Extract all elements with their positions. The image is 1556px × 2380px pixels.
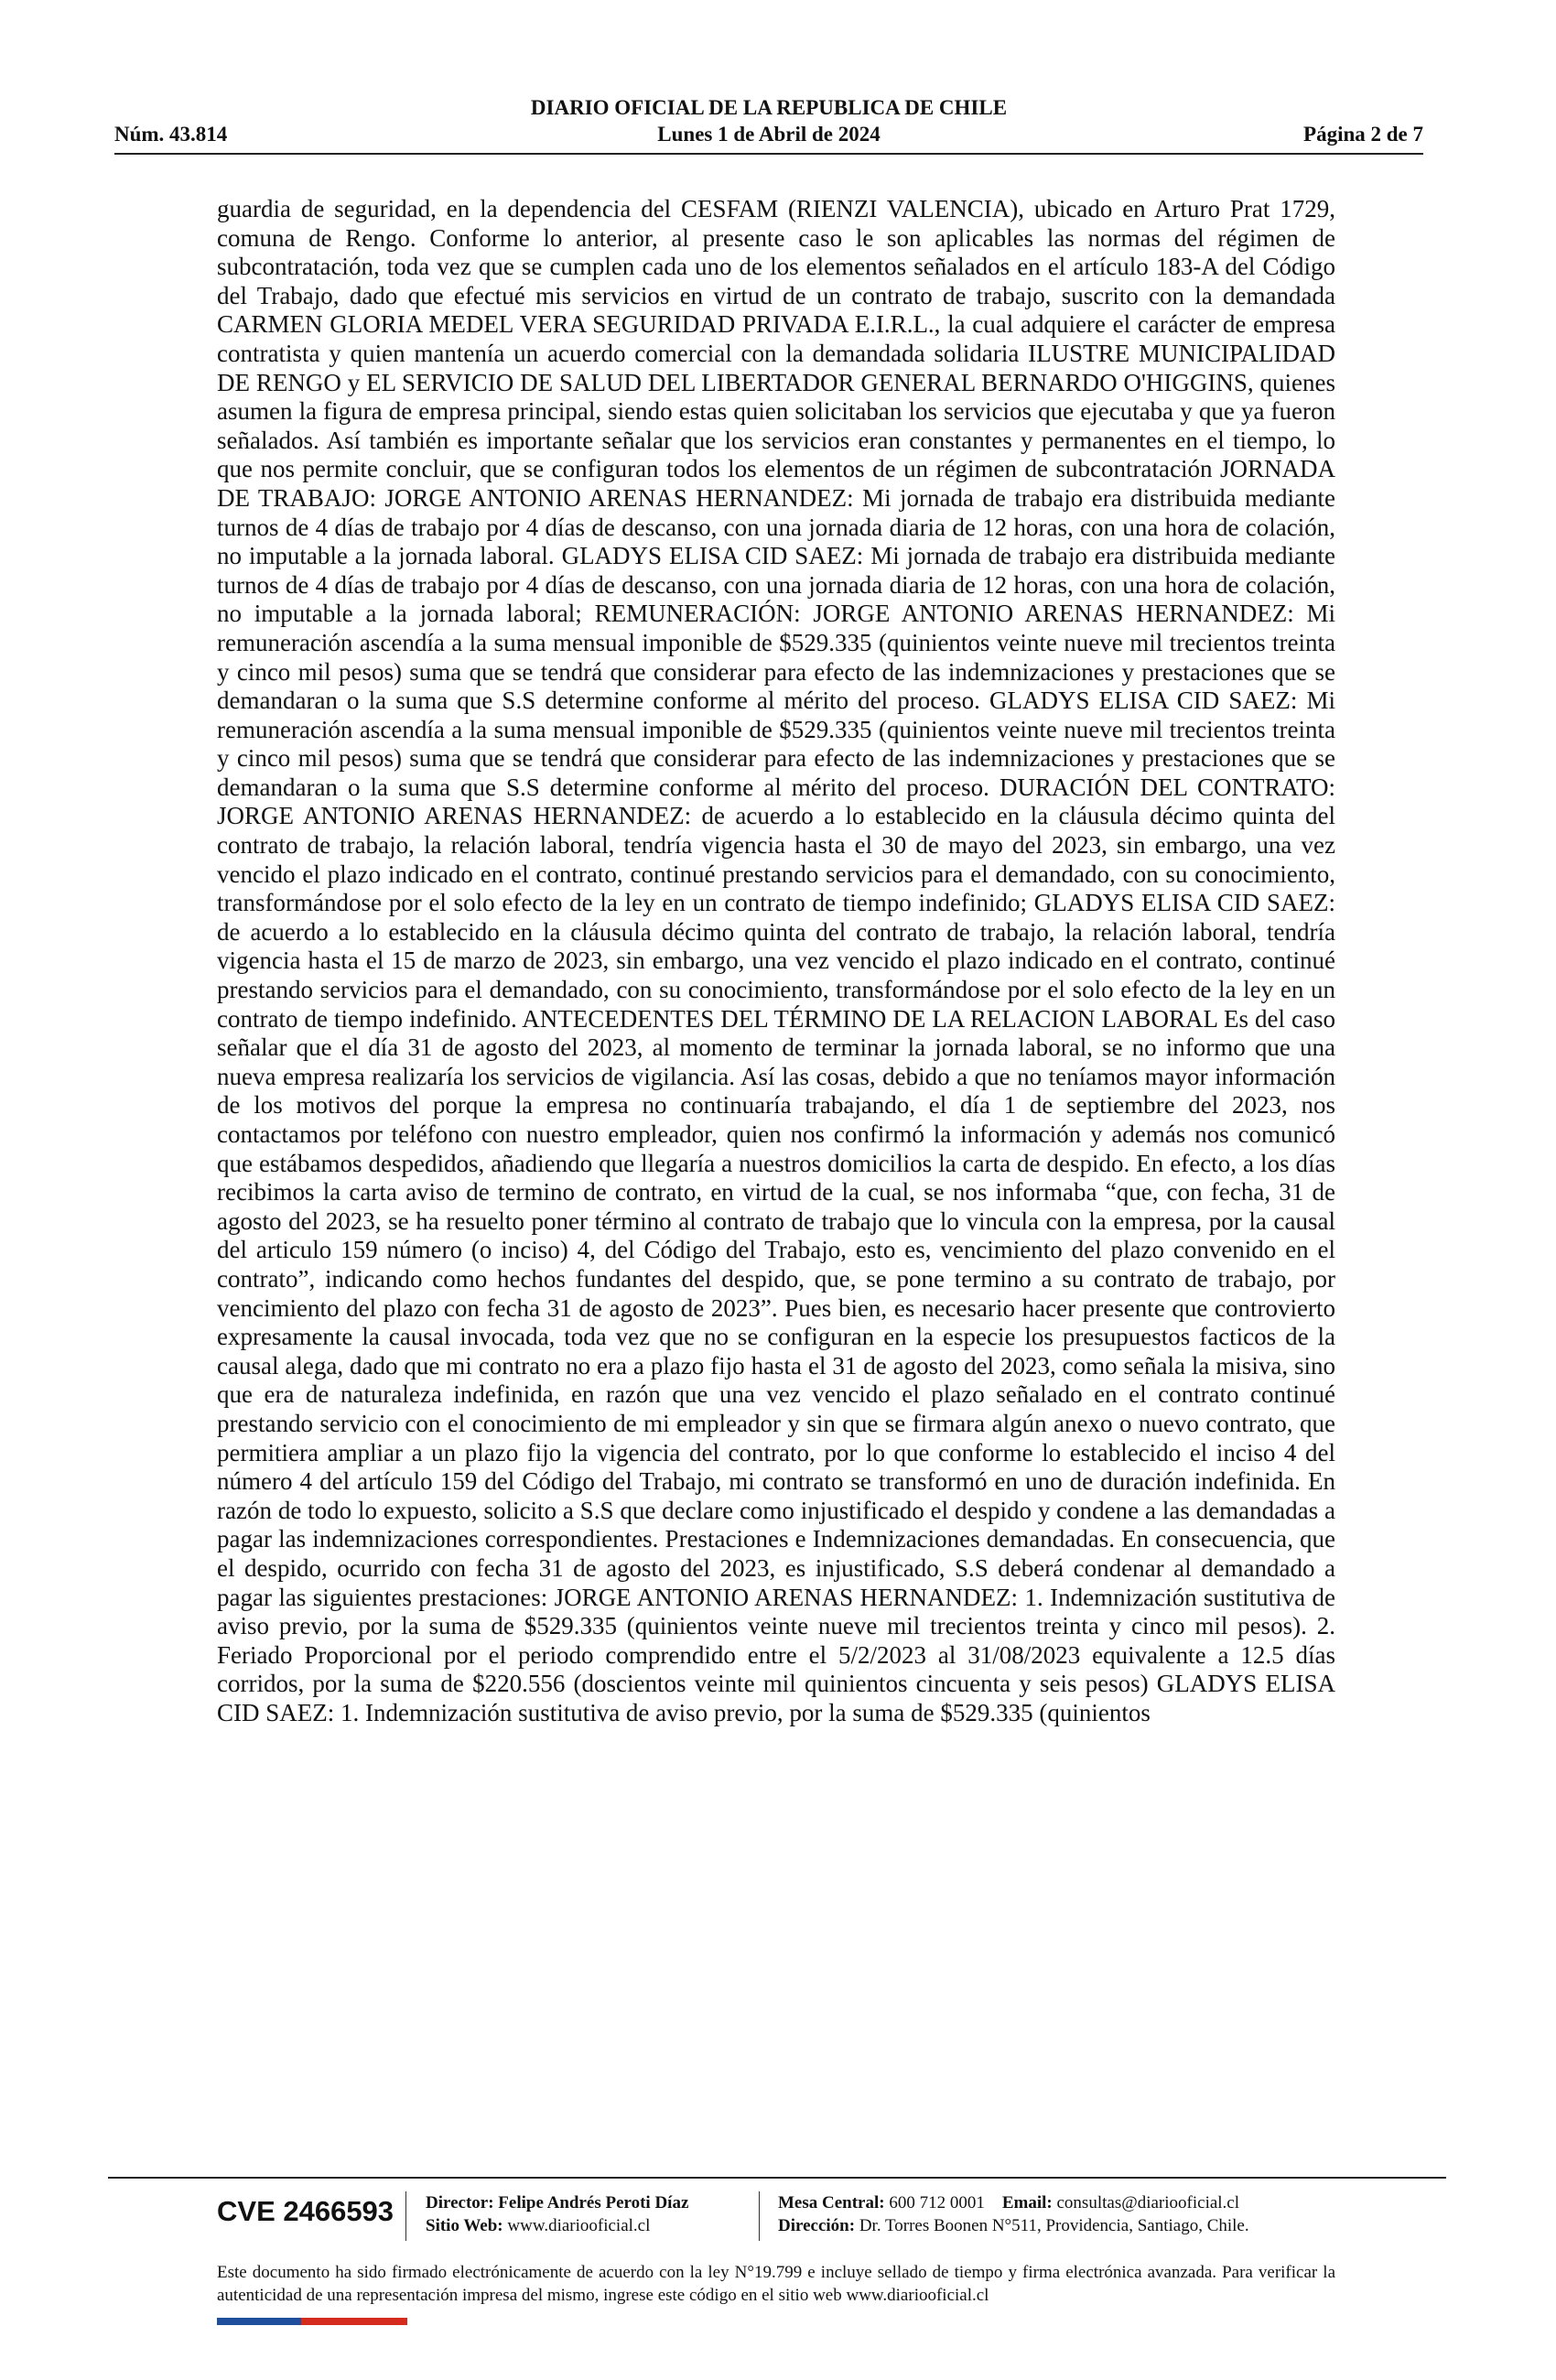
- director-label: Director:: [426, 2193, 494, 2212]
- director-name: Felipe Andrés Peroti Díaz: [498, 2193, 689, 2212]
- website-label: Sitio Web:: [426, 2216, 503, 2235]
- phone-value: 600 712 0001: [889, 2193, 985, 2212]
- footer-divider: [108, 2177, 1446, 2179]
- address-label: Dirección:: [778, 2216, 856, 2235]
- issue-date: Lunes 1 de Abril de 2024: [657, 123, 881, 146]
- flag-blue-segment: [217, 2318, 301, 2325]
- email-link[interactable]: consultas@diariooficial.cl: [1056, 2193, 1240, 2212]
- header-divider: [114, 153, 1423, 155]
- document-body: guardia de seguridad, en la dependencia del CESFAM (RIENZI VALENCIA), ubicado en Arturo Prat 1729, comuna de Rengo. Conforme lo anterior, al presente caso le son aplicables las normas del régimen de subcontratación, toda vez que se cumplen cada uno de los elementos señalados en el artículo 183-A del Código del Trabajo, dado que efectué mis servicios en virtud de un contrato de trabajo, suscrito con la demandada CARMEN GLORIA MEDEL VERA SEGURIDAD PRIVADA E.I.R.L., la cual adquiere el carácter de empresa contratista y quien mantenía un acuerdo comercial con la demandada solidaria ILUSTRE MUNICIPALIDAD DE RENGO y EL SERVICIO DE SALUD DEL LIBERTADOR GENERAL BERNARDO O'HIGGINS, quienes asumen la figura de empresa principal, siendo estas quien solicitaban los servicios que ejecutaba y que ya fueron señalados. Así también es importante señalar que los servicios eran constantes y permanentes en el tiempo, lo que nos permite concluir, que se configuran todos los elementos de un régimen de subcontratación JORNADA DE TRABAJO: JORGE ANTONIO ARENAS HERNANDEZ: Mi jornada de trabajo era distribuida mediante turnos de 4 días de trabajo por 4 días de descanso, con una jornada diaria de 12 horas, con una hora de colación, no imputable a la jornada laboral. GLADYS ELISA CID SAEZ: Mi jornada de trabajo era distribuida mediante turnos de 4 días de trabajo por 4 días de descanso, con una jornada diaria de 12 horas, con una hora de colación, no imputable a la jornada laboral; REMUNERACIÓN: JORGE ANTONIO ARENAS HERNANDEZ: Mi remuneración ascendía a la suma mensual imponible de $529.335 (quinientos veinte nueve mil trecientos treinta y cinco mil pesos) suma que se tendrá que considerar para efecto de las indemnizaciones y prestaciones que se demandaran o la suma que S.S determine conforme al mérito del proceso. GLADYS ELISA CID SAEZ: Mi remuneración ascendía a la suma mensual imponible de $529.335 (quinientos veinte nueve mil trecientos treinta y cinco mil pesos) suma que se tendrá que considerar para efecto de las indemnizaciones y prestaciones que se demandaran o la suma que S.S determine conforme al mérito del proceso. DURACIÓN DEL CONTRATO: JORGE ANTONIO ARENAS HERNANDEZ: de acuerdo a lo establecido en la cláusula décimo quinta del contrato de trabajo, la relación laboral, tendría vigencia hasta el 30 de mayo del 2023, sin embargo, una vez vencido el plazo indicado en el contrato, continué prestando servicios para el demandado, con su conocimiento, transformándose por el solo efecto de la ley en un contrato de tiempo indefinido; GLADYS ELISA CID SAEZ: de acuerdo a lo establecido en la cláusula décimo quinta del contrato de trabajo, la relación laboral, tendría vigencia hasta el 15 de marzo de 2023, sin embargo, una vez vencido el plazo indicado en el contrato, continué prestando servicios para el demandado, con su conocimiento, transformándose por el solo efecto de la ley en un contrato de tiempo indefinido. ANTECEDENTES DEL TÉRMINO DE LA RELACION LABORAL Es del caso señalar que el día 31 de agosto del 2023, al momento de terminar la jornada laboral, se no informo que una nueva empresa realizaría los servicios de vigilancia. Así las cosas, debido a que no teníamos mayor información de los motivos del porque la empresa no continuaría trabajando, el día 1 de septiembre del 2023, nos contactamos por teléfono con nuestro empleador, quien nos confirmó la información y además nos comunicó que estábamos despedidos, añadiendo que llegaría a nuestros domicilios la carta de despido. En efecto, a los días recibimos la carta aviso de termino de contrato, en virtud de la cual, se nos informaba “que, con fecha, 31 de agosto del 2023, se ha resuelto poner término al contrato de trabajo que lo vincula con la empresa, por la causal del articulo 159 número (o inciso) 4, del Código del Trabajo, esto es, vencimiento del plazo convenido en el contrato”, indicando como hechos fundantes del despido, que, se pone termino a su contrato de trabajo, por vencimiento del plazo con fecha 31 de agosto de 2023”. Pues bien, es necesario hacer presente que controvierto expresamente la causal invocada, toda vez que no se configuran en la especie los presupuestos facticos de la causal alega, dado que mi contrato no era a plazo fijo hasta el 31 de agosto del 2023, como señala la misiva, sino que era de naturaleza indefinida, en razón que una vez vencido el plazo señalado en el contrato continué prestando servicio con el conocimiento de mi empleador y sin que se firmara algún anexo o nuevo contrato, que permitiera ampliar a un plazo fijo la vigencia del contrato, por lo que conforme lo establecido el inciso 4 del número 4 del artículo 159 del Código del Trabajo, mi contrato se transformó en uno de duración indefinida. En razón de todo lo expuesto, solicito a S.S que declare como injustificado el despido y condene a las demandadas a pagar las indemnizaciones correspondientes. Prestaciones e Indemnizaciones demandadas. En consecuencia, que el despido, ocurrido con fecha 31 de agosto del 2023, es injustificado, S.S deberá condenar al demandado a pagar las siguientes prestaciones: JORGE ANTONIO ARENAS HERNANDEZ: 1. Indemnización sustitutiva de aviso previo, por la suma de $529.335 (quinientos veinte nueve mil trecientos treinta y cinco mil pesos). 2. Feriado Proporcional por el periodo comprendido entre el 5/2/2023 al 31/08/2023 equivalente a 12.5 días corridos, por la suma de $220.556 (doscientos veinte mil quinientos cincuenta y seis pesos) GLADYS ELISA CID SAEZ: 1. Indemnización sustitutiva de aviso previo, por la suma de $529.335 (quinientos: [217, 195, 1335, 1726]
- cve-code: CVE 2466593: [217, 2195, 394, 2227]
- legal-notice: Este documento ha sido firmado electrónicamente de acuerdo con la ley N°19.799 e incluye sellado de tiempo y firma electrónica avanzada. Para verificar la autenticidad de una representación impresa del mismo, ingrese este código en el sitio web www.diariooficial.cl: [217, 2263, 1335, 2305]
- page-indicator: Página 2 de 7: [1303, 123, 1423, 146]
- issue-number: Núm. 43.814: [114, 123, 228, 146]
- newspaper-title: DIARIO OFICIAL DE LA REPUBLICA DE CHILE: [530, 96, 1008, 119]
- footer-director-block: [426, 2191, 688, 2237]
- page-header: [114, 96, 1423, 153]
- chile-flag-bar: [217, 2318, 407, 2325]
- footer-separator: [405, 2191, 406, 2241]
- header-info-row: [114, 123, 1423, 150]
- footer-contact-block: [778, 2191, 1249, 2237]
- footer-separator: [759, 2191, 760, 2241]
- phone-label: Mesa Central:: [778, 2193, 885, 2212]
- website-link[interactable]: www.diariooficial.cl: [507, 2216, 651, 2235]
- flag-red-segment: [301, 2318, 407, 2325]
- address-value: Dr. Torres Boonen N°511, Providencia, Santiago, Chile.: [859, 2216, 1249, 2235]
- page-footer: [217, 2188, 1352, 2246]
- email-label: Email:: [1001, 2193, 1053, 2212]
